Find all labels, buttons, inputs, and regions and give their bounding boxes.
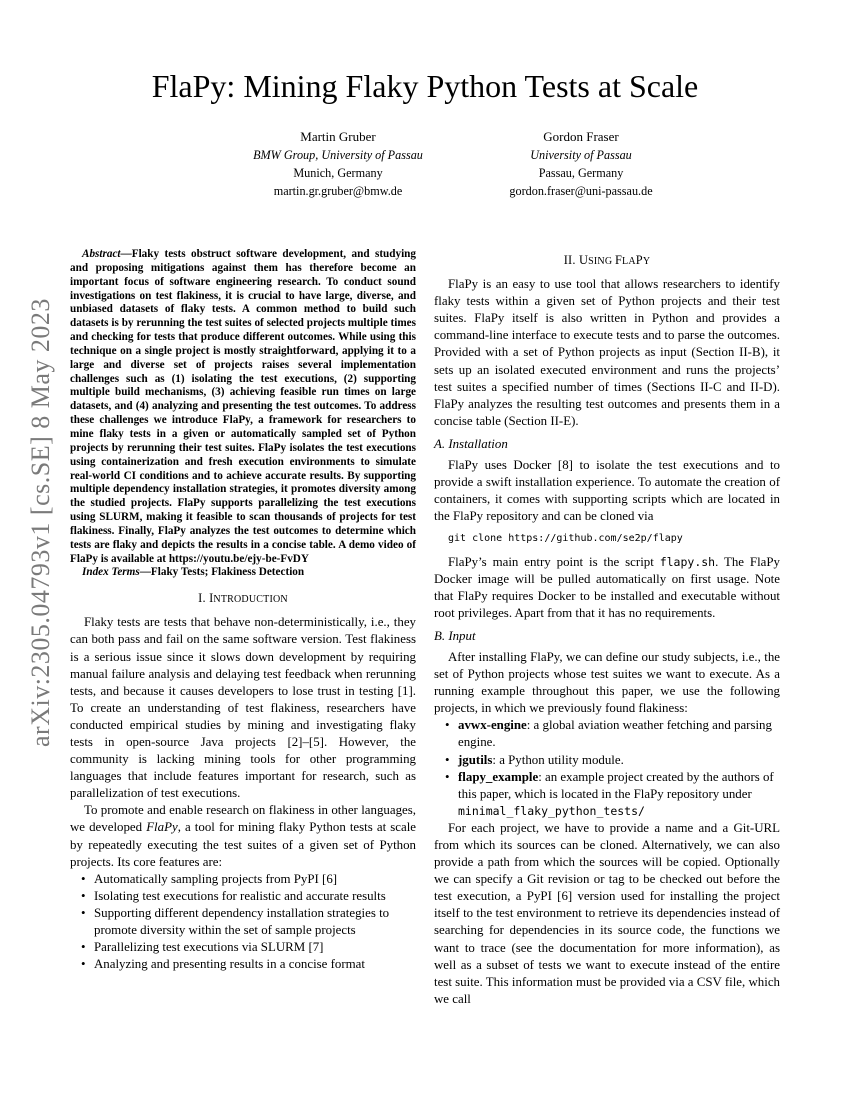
intro-paragraph-1: Flaky tests are tests that behave non-deterministically, i.e., they can both pass and fail on the same software version. Test flakiness is a serious issue since it slows down development by requiring manual failure analysis and delaying test feedback when rerunning tests, and because it causes developers to lose trust in testing [1]. To create an understanding of test flakiness, researchers have conducted empirical studies by mining and investigating flaky tests in open-source Java projects [2]–[5]. However, the community is lacking mining tools for other programming languages that include features important for research, such as parallelization of test executions. [70, 615, 416, 801]
arxiv-identifier: arXiv:2305.04793v1 [cs.SE] 8 May 2023 [26, 298, 55, 747]
list-item: • Analyzing and presenting results in a concise format [94, 956, 416, 973]
section-heading-using-flapy: II. USING FLAPY [563, 253, 651, 267]
author-email: martin.gr.gruber@bmw.de [273, 184, 403, 198]
author-location: Munich, Germany [293, 166, 383, 180]
author-name: Martin Gruber [300, 129, 376, 144]
list-item: • Isolating test executions for realistic and accurate results [94, 888, 416, 905]
list-item: • Parallelizing test executions via SLURM [7] [94, 939, 416, 956]
section-heading-introduction: I. INTRODUCTION [198, 591, 288, 606]
list-item: • Supporting different dependency installation strategies to promote diversity within the set of sample projects [94, 905, 416, 939]
author-affiliation: BMW Group, University of Passau [253, 148, 423, 162]
author-affiliation: University of Passau [530, 148, 632, 162]
author-block-2 [431, 128, 731, 200]
right-column [434, 248, 780, 1008]
index-terms-label: Index Terms [82, 566, 140, 579]
author-location: Passau, Germany [538, 166, 624, 180]
abstract-label: Abstract [82, 248, 121, 260]
project-list [434, 717, 780, 820]
git-clone-command: git clone https://github.com/se2p/flapy [448, 533, 683, 545]
subsection-heading-installation: A. Installation [434, 436, 508, 451]
list-item: • jgutils: a Python utility module. [458, 752, 780, 769]
list-item: • avwx-engine: a global aviation weather fetching and parsing engine. [458, 717, 780, 751]
input-paragraph-2: For each project, we have to provide a name and a Git-URL from which its sources can be cloned. Alternatively, we can also provide a path from which the sources will be copied. Optionally we can specify a Git revision or tag to be checked out before the test execution, a PyPI [6] version used for installing the project itself to the test environment to retrieve its dependencies instead of searching for dependencies in its source code, the functions we want to trace (see the documentation for more information), as well as a subset of tests we want to execute instead of the entire test suite. This information must be provided via a CSV file, which we call [434, 820, 780, 1006]
list-item: • flapy_example: an example project created by the authors of this paper, which is located in the FlaPy repository under minimal_flaky_python_tests/ [458, 769, 780, 820]
using-paragraph-1: FlaPy is an easy to use tool that allows researchers to identify flaky tests within a given set of Python projects and their test suites. FlaPy itself is also written in Python and provides a command-line interface to execute tests and to parse the outcomes. Provided with a set of Python projects as input (Section II-B), it sets up an isolated executed environment and runs the projects’ test suites a specified number of times (Sections II-C and II-D). FlaPy analyzes the resulting test outcomes and presents them in a concise table (Section II-E). [434, 277, 780, 428]
index-terms-text: —Flaky Tests; Flakiness Detection [139, 566, 305, 579]
abstract [70, 248, 416, 566]
author-name: Gordon Fraser [543, 129, 619, 144]
subsection-heading-input: B. Input [434, 628, 476, 643]
installation-paragraph-2: FlaPy’s main entry point is the script flapy.sh. The FlaPy Docker image will be pulled automatically on first usage. Note that FlaPy requires Docker to be installed and executable without root privileges. Apart from that it has no requirements. [434, 554, 780, 620]
input-paragraph-1: After installing FlaPy, we can define our study subjects, i.e., the set of Python projects whose test suites we want to execute. As a running example throughout this paper, we use the following projects, in which we previously found flakiness: [434, 649, 780, 716]
abstract-text: —Flaky tests obstruct software development, and studying and proposing mitigations against them has therefore become an important focus of software engineering research. To conduct sound investigations on test flakiness, it is crucial to have large, diverse, and unbiased datasets of flaky tests. A common method to build such datasets is by rerunning the test suites of selected projects multiple times and checking for tests that produce different outcomes. While using this technique on a single project is mostly straightforward, applying it to a large and diverse set of projects raises several implementation challenges such as (1) isolating the test executions, (2) supporting multiple build mechanisms, (3) achieving feasible run times on large datasets, and (4) analyzing and presenting the test outcomes. To address these challenges we introduce FlaPy, a framework for researchers to mine flaky tests in a given or automatically sampled set of Python projects by rerunning their test suites. FlaPy isolates the test executions using containerization and fresh execution environments to simulate real-world CI conditions and to achieve accurate results. By supporting multiple dependency installation strategies, it promotes diversity among the studied projects. FlaPy supports parallelizing the test executions using SLURM, making it feasible to scan thousands of projects for test flakiness. Finally, FlaPy analyzes the test outcomes to determine which tests are flaky and depicts the results in a concise table. A demo video of FlaPy is available at https://youtu.be/ejy-be-FvDY [70, 248, 416, 565]
index-terms [70, 566, 416, 580]
paper-title: FlaPy: Mining Flaky Python Tests at Scale [151, 68, 699, 104]
left-column [70, 248, 416, 973]
intro-paragraph-2: To promote and enable research on flakiness in other languages, we developed FlaPy, a tool for mining flaky Python tests at scale by repeatedly executing the test suites of a given set of Python projects. Its core features are: [70, 803, 417, 869]
installation-paragraph-1: FlaPy uses Docker [8] to isolate the test executions and to provide a swift installation experience. To automate the creation of containers, it comes with supporting scripts which are located in the FlaPy repository and can be cloned via [434, 458, 780, 524]
feature-list [70, 871, 416, 974]
author-email: gordon.fraser@uni-passau.de [509, 184, 653, 198]
list-item: • Automatically sampling projects from PyPI [6] [94, 871, 416, 888]
